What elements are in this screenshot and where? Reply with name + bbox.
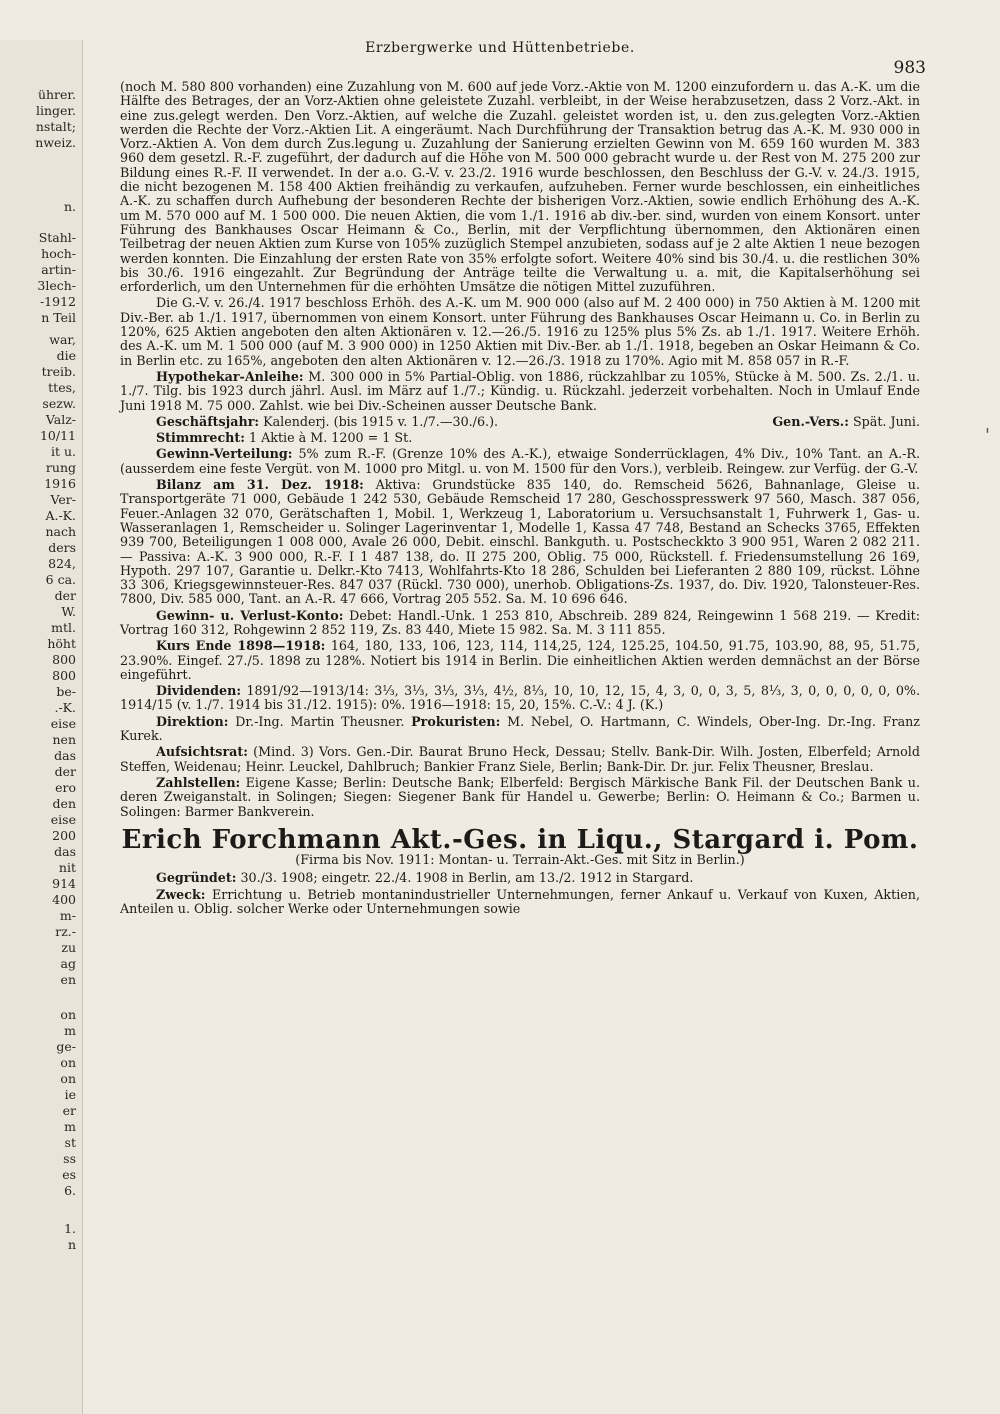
gutter-text-fragment: m	[64, 1120, 76, 1134]
paragraph-capital-increase: Die G.-V. v. 26./4. 1917 beschloss Erhöh. des A.-K. um M. 900 000 (also auf M. 2 400 000) in 750 Aktien à M. 1200 mit Div.-Ber. ab 1./1. 1917, übernommen von einem Konsort. unter Führung des Bankhauses Oscar Heimann u. Co. in Berlin zu 120%, 625 Aktien angeboten den alten Aktionären v. 12.—26./5. 1916 zu 125% plus 5% Zs. ab 1./1. 1917. Weitere Erhöh. des A.-K. um M. 1 500 000 (auf M. 3 900 000) in 1250 Aktien mit Div.-Ber. ab 1./1. 1918, begeben an Oskar Heimann & Co. in Berlin etc. zu 165%, angeboten den alten Aktionären v. 12.—26./3. 1918 zu 170%. Agio mit M. 858 057 in R.-F.	[120, 295, 920, 368]
section-label: Dividenden:	[156, 683, 242, 699]
gutter-text-fragment: ge-	[56, 1040, 76, 1054]
section-label: Hypothekar-Anleihe:	[156, 368, 304, 384]
section-text: M. Nebel, O. Hartmann, C. Windels, Ober-Ing. Dr.-Ing. Franz Kurek.	[120, 713, 920, 744]
gutter-text-fragment: den	[52, 797, 76, 811]
gutter-text-fragment: Ver-	[50, 493, 76, 507]
gutter-text-fragment: hoch-	[41, 247, 76, 261]
gutter-text-fragment: m-	[59, 909, 76, 923]
gutter-text-fragment: linger.	[35, 104, 76, 118]
gutter-text-fragment: eise	[50, 813, 76, 827]
gutter-text-fragment: der	[54, 765, 76, 779]
section-label: Gen.-Vers.:	[772, 413, 849, 429]
section-text: 30./3. 1908; eingetr. 22./4. 1908 in Berlin, am 13./2. 1912 in Stargard.	[240, 870, 694, 886]
main-column	[120, 80, 920, 918]
section-gen-vers	[736, 415, 920, 429]
gutter-text-fragment: höht	[47, 637, 76, 651]
section-zweck	[120, 888, 920, 917]
gutter-text-fragment: on	[60, 1072, 76, 1086]
gutter-text-fragment: .-K.	[54, 701, 76, 715]
section-zahlstellen	[120, 776, 920, 819]
company-former-name: (Firma bis Nov. 1911: Montan- u. Terrain-Akt.-Ges. mit Sitz in Berlin.)	[295, 852, 745, 868]
gutter-text-fragment: n.	[63, 200, 76, 214]
gutter-text-fragment: 1.	[64, 1222, 76, 1236]
adjacent-page-gutter	[0, 40, 83, 1414]
gutter-text-fragment: on	[60, 1008, 76, 1022]
gutter-text-fragment: A.-K.	[45, 509, 76, 523]
section-label: Direktion:	[156, 713, 229, 729]
gutter-text-fragment: ttes,	[48, 381, 76, 395]
section-text: (Mind. 3) Vors. Gen.-Dir. Baurat Bruno Heck, Dessau; Stellv. Bank-Dir. Wilh. Josten, Elberfeld; Arnold Steffen, Weidenau; Heinr. Leuckel, Dahlbruch; Bankier Franz Siele, Berlin; Bank-Dir. Dr. jur. Felix Theusner, Breslau.	[120, 744, 920, 774]
gutter-text-fragment: ero	[55, 781, 76, 795]
section-gegruendet	[120, 871, 920, 885]
section-kurs	[120, 639, 920, 682]
gutter-text-fragment: n	[67, 1238, 76, 1252]
page-number: 983	[893, 58, 926, 78]
gutter-text-fragment: der	[54, 589, 76, 603]
section-gewinn-verteilung	[120, 447, 920, 476]
section-text: 1 Aktie à M. 1200 = 1 St.	[249, 430, 413, 446]
gutter-text-fragment: ie	[64, 1088, 76, 1102]
gutter-text-fragment: 800	[52, 653, 76, 667]
gutter-text-fragment: Stahl-	[38, 231, 76, 245]
gutter-text-fragment: 10/11	[39, 429, 76, 443]
gutter-text-fragment: 1916	[44, 477, 76, 491]
gutter-text-fragment: die	[56, 349, 76, 363]
gutter-text-fragment: ag	[60, 957, 76, 971]
section-label: Geschäftsjahr:	[156, 413, 260, 429]
gutter-text-fragment: Valz-	[45, 413, 76, 427]
section-label: Zahlstellen:	[156, 774, 241, 790]
gutter-text-fragment: nweiz.	[35, 136, 76, 150]
gutter-text-fragment: ders	[48, 541, 76, 555]
gutter-text-fragment: rung	[45, 461, 76, 475]
gutter-text-fragment: ührer.	[37, 88, 76, 102]
section-text: Aktiva: Grundstücke 835 140, do. Remscheid 5626, Bahnanlage, Gleise u. Transportgeräte 71 000, Gebäude 1 242 530, Gebäude Remscheid 17 280, Geschosspresswerk 97 560, Masch. 387 056, Feuer.-Anlagen 32 070, Gerätschaften 1, Mobil. 1, Werkzeug 1, Laboratorium u. Versuchsanstalt 1, Fuhrwerk 1, Gas- u. Wasseranlagen 1, Remscheider u. Solinger Lagerinventar 1, Modelle 1, Kassa 47 748, Bestand an Schecks 3765, Effekten 939 700, Beteiligungen 1 008 000, Avale 26 000, Debit. einschl. Bankguth. u. Postscheckkto 3 900 951, Waren 2 082 211. — Passiva: A.-K. 3 900 000, R.-F. I 1 487 138, do. II 275 200, Oblig. 75 000, Rückstell. f. Friedensumstellung 26 169, Hypoth. 297 107, Garantie u. Delkr.-Kto 7413, Wohlfahrts-Kto 18 286, Schulden bei Lieferanten 2 880 109, rückst. Löhne 33 306, Kriegsgewinnsteuer-Res. 847 037 (Rückl. 730 000), unerhob. Obligations-Zs. 1937, do. Div. 1920, Talonsteuer-Res. 7800, Div. 585 000, Tant. an A.-R. 47 666, Vortrag 205 552. Sa. M. 10 696 646.	[120, 477, 921, 607]
gutter-text-fragment: eise	[50, 717, 76, 731]
gutter-text-fragment: en	[60, 973, 76, 987]
gutter-text-fragment: sezw.	[42, 397, 76, 411]
gutter-text-fragment: 800	[52, 669, 76, 683]
margin-mark: '	[985, 425, 990, 446]
section-label: Zweck:	[156, 886, 206, 902]
section-text: Spät. Juni.	[852, 413, 920, 429]
gutter-text-fragment: nach	[45, 525, 76, 539]
gutter-text-fragment: 200	[52, 829, 76, 843]
gutter-text-fragment: zu	[61, 941, 76, 955]
gutter-text-fragment: 3lech-	[37, 279, 76, 293]
section-label: Kurs Ende 1898—1918:	[156, 638, 326, 654]
section-aufsichtsrat	[120, 745, 920, 774]
gutter-text-fragment: artin-	[41, 263, 76, 277]
gutter-text-fragment: 6 ca.	[45, 573, 76, 587]
section-hypothekar-anleihe	[120, 370, 920, 413]
gutter-text-fragment: be-	[56, 685, 76, 699]
gutter-text-fragment: -1912	[39, 295, 76, 309]
section-text: Kalenderj. (bis 1915 v. 1./7.—30./6.).	[263, 413, 499, 429]
section-label: Bilanz am 31. Dez. 1918:	[156, 477, 364, 493]
gutter-text-fragment: er	[62, 1104, 76, 1118]
section-dividenden	[120, 684, 920, 713]
running-head: Erzbergwerke und Hüttenbetriebe.	[365, 40, 635, 56]
section-label: Gewinn-Verteilung:	[156, 446, 293, 462]
section-label: Gewinn- u. Verlust-Konto:	[156, 607, 344, 623]
gutter-text-fragment: 400	[52, 893, 76, 907]
section-bilanz	[120, 478, 920, 607]
section-label: Stimmrecht:	[156, 430, 245, 446]
gutter-text-fragment: mtl.	[51, 621, 76, 635]
company-heading: Erich Forchmann Akt.-Ges. in Liqu., Stargard i. Pom.	[121, 824, 919, 855]
gutter-text-fragment: m	[64, 1024, 76, 1038]
section-text: Debet: Handl.-Unk. 1 253 810, Abschreib. 289 824, Reingewinn 1 568 219. — Kredit: Vortrag 160 312, Rohgewinn 2 852 119, Zs. 83 440, Miete 15 982. Sa. M. 3 111 855.	[120, 607, 921, 637]
gutter-text-fragment: das	[54, 749, 76, 763]
gutter-text-fragment: nen	[52, 733, 76, 747]
paragraph-capital-restructuring: (noch M. 580 800 vorhanden) eine Zuzahlung von M. 600 auf jede Vorz.-Aktie von M. 1200 einzufordern u. das A.-K. um die Hälfte des Betrages, der an Vorz-Aktien ohne geleistete Zuzahl. verbleibt, in der Weise herabzusetzen, dass 2 Vorz.-Akt. in eine zus.gelegt werden. Den Vorz.-Aktien, auf welche die Zuzahl. geleistet worden ist, u. den zus.gelegten Vorz.-Aktien werden die Rechte der Vorz.-Aktien Lit. A eingeräumt. Nach Durchführung der Transaktion betrug das A.-K. M. 930 000 in Vorz.-Aktien A. Von dem durch Zus.legung u. Zuzahlung der Sanierung erzielten Gewinn von M. 659 160 wurden M. 383 960 dem gesetzl. R.-F. zugeführt, der dadurch auf die Höhe von M. 500 000 gebracht wurde u. der Rest von M. 275 200 zur Bildung eines R.-F. II verwendet. In der a.o. G.-V. v. 23./2. 1916 wurde beschlossen, den Beschluss der G.-V. v. 24./3. 1915, die nicht bezogenen M. 158 400 Aktien freihändig zu verkaufen, aufzuheben. Ferner wurde beschlossen, ein einheitliches A.-K. zu schaffen durch Aufhebung der besonderen Rechte der bisherigen Vorz.-Aktien, sowie endlich Erhöhung des A.-K. um M. 570 000 auf M. 1 500 000. Die neuen Aktien, die vom 1./1. 1916 ab div.-ber. sind, wurden von einem Konsort. unter Führung des Bankhauses Oscar Heimann & Co., Berlin, mit der Verpflichtung übernommen, den Aktionären einen Teilbetrag der neuen Aktien zum Kurse von 105% zuzüglich Stempel anzubieten, sodass auf je 2 alte Aktien 1 neue bezogen werden konnten. Die Einzahlung der ersten Rate von 35% erfolgte sofort. Weitere 40% sind bis 30./4. u. die restlichen 30% bis 30./6. 1916 eingezahlt. Zur Begründung der Anträge teilte die Verwaltung u. a. mit, die Kapitalserhöhung sei erforderlich, um den Unternehmen für die erhöhten Umsätze die nötigen Mittel zuzuführen.	[120, 79, 920, 295]
gutter-text-fragment: war,	[49, 333, 76, 347]
section-label: Gegründet:	[156, 870, 237, 886]
section-text: 5% zum R.-F. (Grenze 10% des A.-K.), etwaige Sonderrücklagen, 4% Div., 10% Tant. an A.-R. (ausserdem eine feste Vergüt. von M. 1000 pro Mitgl. u. von M. 1500 für den Vors.), verbleib. Reingew. zur Verfüg. der G.-V.	[120, 446, 920, 476]
section-geschaeftsjahr	[120, 415, 920, 429]
gutter-text-fragment: 824,	[48, 557, 76, 571]
gutter-text-fragment: ss	[63, 1152, 76, 1166]
gutter-text-fragment: it u.	[50, 445, 76, 459]
gutter-text-fragment: 914	[52, 877, 76, 891]
section-text: M. 300 000 in 5% Partial-Oblig. von 1886, rückzahlbar zu 105%, Stücke à M. 500. Zs. 2./1. u. 1./7. Tilg. bis 1923 durch jährl. Ausl. im März auf 1./7.; Kündig. u. Rückzahl. jederzeit vorbehalten. Noch in Umlauf Ende Juni 1918 M. 75 000. Zahlst. wie bei Div.-Scheinen ausser Deutsche Bank.	[120, 368, 920, 413]
gutter-text-fragment: on	[60, 1056, 76, 1070]
gutter-text-fragment: treib.	[41, 365, 76, 379]
gutter-text-fragment: st	[64, 1136, 76, 1150]
gutter-text-fragment: das	[54, 845, 76, 859]
section-text: Errichtung u. Betrieb montanindustrieller Unternehmungen, ferner Ankauf u. Verkauf von Kuxen, Aktien, Anteilen u. Oblig. solcher Werke oder Unternehmungen sowie	[120, 886, 920, 917]
gutter-text-fragment: W.	[61, 605, 76, 619]
gutter-text-fragment: 6.	[64, 1184, 76, 1198]
gutter-text-fragment: nit	[58, 861, 76, 875]
section-text: Eigene Kasse; Berlin: Deutsche Bank; Elberfeld: Bergisch Märkische Bank Fil. der Deutschen Bank u. deren Zweiganstalt. in Solingen; Siegen: Siegener Bank für Handel u. Gewerbe; Berlin: O. Heimann & Co.; Barmen u. Solingen: Barmer Bankverein.	[120, 774, 920, 819]
section-label: Aufsichtsrat:	[156, 744, 248, 760]
gutter-text-fragment: n Teil	[41, 311, 76, 325]
section-text: 164, 180, 133, 106, 123, 114, 114,25, 124, 125.25, 104.50, 91.75, 103.90, 88, 95, 51.75, 23.90%. Eingef. 27./5. 1898 zu 128%. Notiert bis 1914 in Berlin. Die einheitlichen Aktien werden demnächst an der Börse eingeführt.	[120, 638, 921, 682]
gutter-text-fragment: rz.-	[55, 925, 76, 939]
gutter-text-fragment: es	[62, 1168, 76, 1182]
section-label: Prokuristen:	[411, 713, 501, 729]
section-gewinn-verlust-konto	[120, 609, 920, 638]
section-direktion	[120, 715, 920, 744]
section-stimmrecht	[120, 431, 920, 445]
gutter-text-fragment: nstalt;	[35, 120, 76, 134]
section-text: 1891/92—1913/14: 3⅓, 3⅓, 3⅓, 3⅓, 4½, 8⅓, 10, 10, 12, 15, 4, 3, 0, 0, 3, 5, 8⅓, 3, 0, 0, 0, 0, 0, 0%. 1914/15 (v. 1./7. 1914 bis 31./12. 1915): 0%. 1916—1918: 15, 20, 15%. C.-V.: 4 J. (K.)	[120, 683, 920, 713]
section-text: Dr.-Ing. Martin Theusner.	[235, 713, 405, 729]
